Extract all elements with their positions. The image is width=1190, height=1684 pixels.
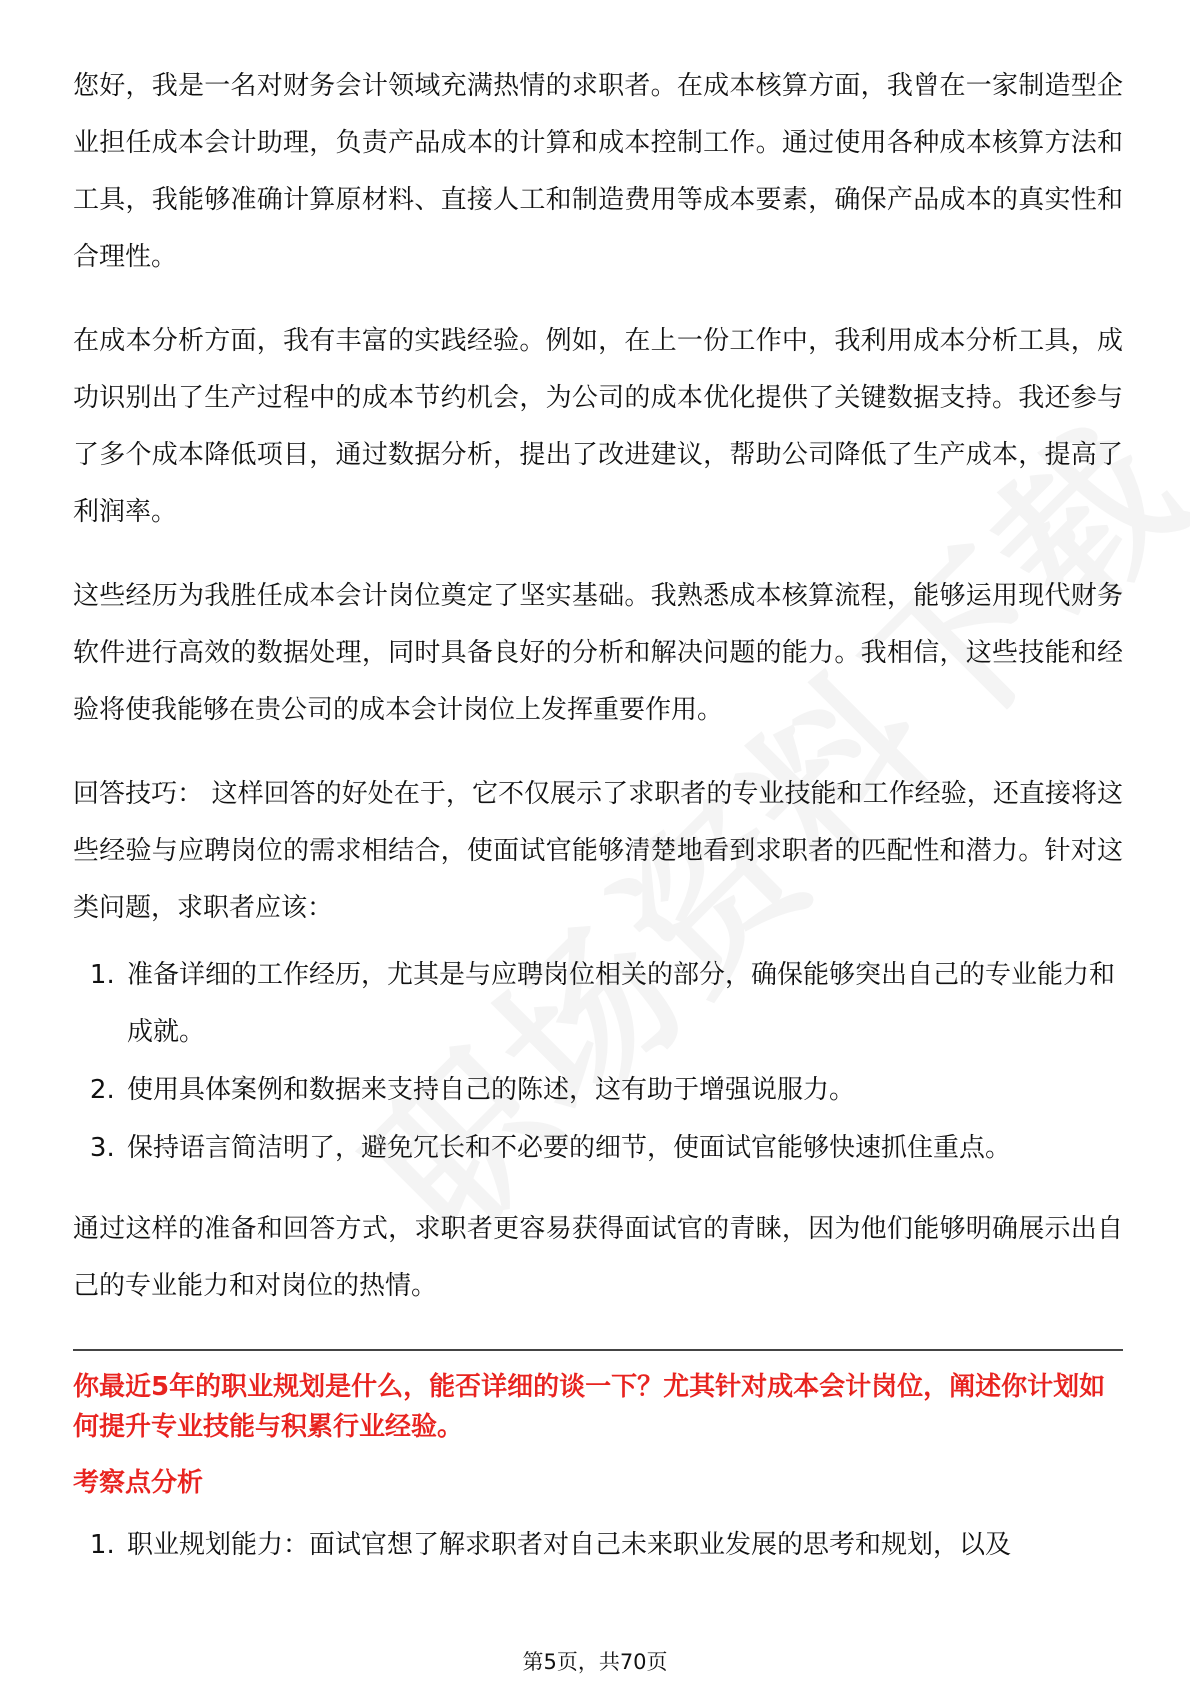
analysis-list bbox=[73, 1517, 1123, 1574]
closing-paragraph: 通过这样的准备和回答方式，求职者更容易获得面试官的青睐，因为他们能够明确展示出自己的专业能力和对岗位的热情。 bbox=[73, 1214, 1123, 1301]
list-item: 1. 准备详细的工作经历，尤其是与应聘岗位相关的部分，确保能够突出自己的专业能力和成就。 bbox=[123, 947, 1123, 1061]
question-heading: 你最近5年的职业规划是什么，能否详细的谈一下？尤其针对成本会计岗位，阐述你计划如何提升专业技能与积累行业经验。 bbox=[73, 1372, 1106, 1442]
answer-paragraph-3: 这些经历为我胜任成本会计岗位奠定了坚实基础。我熟悉成本核算流程，能够运用现代财务软件进行高效的数据处理，同时具备良好的分析和解决问题的能力。我相信，这些技能和经验将使我能够在贵公司的成本会计岗位上发挥重要作用。 bbox=[73, 581, 1123, 725]
list-item: 2. 使用具体案例和数据来支持自己的陈述，这有助于增强说服力。 bbox=[123, 1062, 1123, 1119]
list-item: 3. 保持语言简洁明了，避免冗长和不必要的细节，使面试官能够快速抓住重点。 bbox=[123, 1120, 1123, 1177]
answer-paragraph-2: 在成本分析方面，我有丰富的实践经验。例如，在上一份工作中，我利用成本分析工具，成功识别出了生产过程中的成本节约机会，为公司的成本优化提供了关键数据支持。我还参与了多个成本降低项目，通过数据分析，提出了改进建议，帮助公司降低了生产成本，提高了利润率。 bbox=[73, 326, 1123, 527]
page-footer: 第5页，共70页 bbox=[522, 1650, 668, 1674]
document-page bbox=[73, 58, 1123, 1574]
answer-tips-intro: 回答技巧： 这样回答的好处在于，它不仅展示了求职者的专业技能和工作经验，还直接将这些经验与应聘岗位的需求相结合，使面试官能够清楚地看到求职者的匹配性和潜力。针对这类问题，求职者应该： bbox=[73, 779, 1123, 923]
list-item: 1. 职业规划能力：面试官想了解求职者对自己未来职业发展的思考和规划，以及 bbox=[123, 1517, 1123, 1574]
tips-list bbox=[73, 947, 1123, 1177]
section-divider bbox=[73, 1349, 1123, 1351]
analysis-title: 考察点分析 bbox=[73, 1468, 204, 1498]
answer-paragraph-1: 您好，我是一名对财务会计领域充满热情的求职者。在成本核算方面，我曾在一家制造型企业担任成本会计助理，负责产品成本的计算和成本控制工作。通过使用各种成本核算方法和工具，我能够准确计算原材料、直接人工和制造费用等成本要素，确保产品成本的真实性和合理性。 bbox=[73, 71, 1123, 272]
